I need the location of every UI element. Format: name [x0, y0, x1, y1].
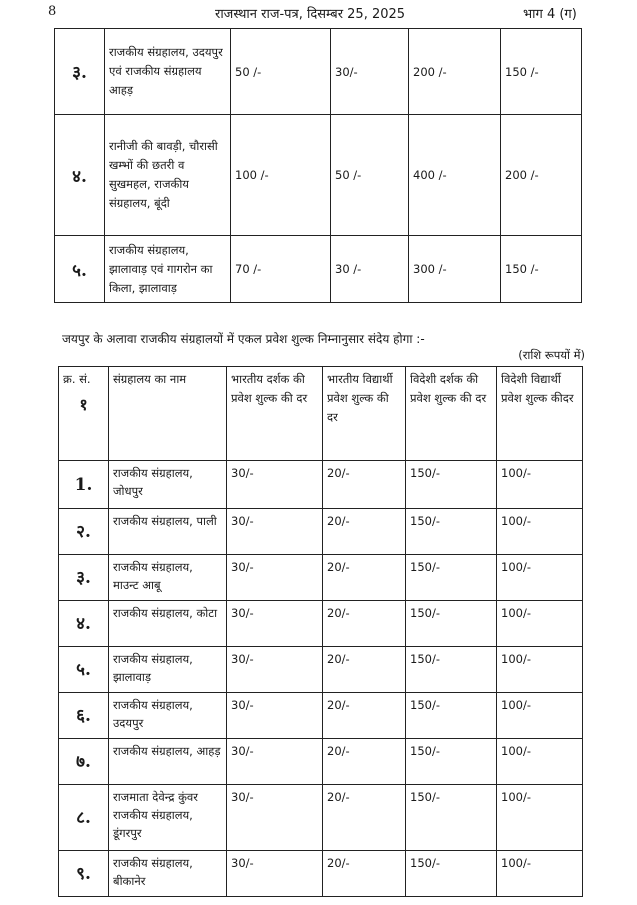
- column-header-foreign-student: विदेशी विद्यार्थी प्रवेश शुल्क कीदर: [497, 367, 583, 461]
- foreign-visitor-fee: 300 /-: [409, 236, 501, 303]
- museum-name: राजकीय संग्रहालय, उदयपुर एवं राजकीय संग्रहालय आहड़: [105, 29, 231, 115]
- foreign-visitor-fee: 150/-: [406, 693, 497, 739]
- foreign-visitor-fee: 150/-: [406, 461, 497, 509]
- table-row: [59, 601, 583, 647]
- indian-visitor-fee: 30/-: [227, 647, 323, 693]
- museum-name: राजकीय संग्रहालय, माउन्ट आबू: [109, 555, 227, 601]
- indian-student-fee: 20/-: [323, 601, 406, 647]
- foreign-visitor-fee: 150/-: [406, 739, 497, 785]
- indian-student-fee: 30/-: [331, 29, 409, 115]
- indian-visitor-fee: 70 /-: [231, 236, 331, 303]
- table-row: [59, 461, 583, 509]
- museum-name: राजकीय संग्रहालय, उदयपुर: [109, 693, 227, 739]
- museum-fee-table: [58, 366, 583, 897]
- foreign-student-fee: 100/-: [497, 601, 583, 647]
- indian-student-fee: 20/-: [323, 785, 406, 851]
- table-row: [59, 739, 583, 785]
- column-header-indian-student: भारतीय विद्यार्थी प्रवेश शुल्क की दर: [323, 367, 406, 461]
- currency-unit-note: (राशि रूपयों में): [518, 348, 585, 362]
- table-header-row: [59, 367, 583, 461]
- fee-note: जयपुर के अलावा राजकीय संग्रहालयों में एकल प्रवेश शुल्क निम्नानुसार संदेय होगा :-: [62, 332, 425, 346]
- foreign-visitor-fee: 150/-: [406, 555, 497, 601]
- museum-name: राजकीय संग्रहालय, पाली: [109, 509, 227, 555]
- foreign-visitor-fee: 200 /-: [409, 29, 501, 115]
- column-header-name: संग्रहालय का नाम: [109, 367, 227, 461]
- foreign-visitor-fee: 150/-: [406, 509, 497, 555]
- table-row: [59, 851, 583, 897]
- foreign-student-fee: 100/-: [497, 555, 583, 601]
- indian-visitor-fee: 30/-: [227, 785, 323, 851]
- foreign-student-fee: 100/-: [497, 851, 583, 897]
- indian-student-fee: 20/-: [323, 509, 406, 555]
- foreign-student-fee: 100/-: [497, 739, 583, 785]
- page-header: [0, 4, 637, 24]
- museum-name: राजकीय संग्रहालय, कोटा: [109, 601, 227, 647]
- foreign-student-fee: 150 /-: [501, 236, 582, 303]
- serial-number: ४.: [55, 115, 105, 236]
- header-serial-label: क्र. सं.: [63, 372, 91, 386]
- table-row: [59, 785, 583, 851]
- table-row: [59, 647, 583, 693]
- indian-student-fee: 20/-: [323, 555, 406, 601]
- table-row: [55, 236, 582, 303]
- indian-visitor-fee: 30/-: [227, 555, 323, 601]
- serial-number: ४.: [59, 601, 109, 647]
- serial-number: ३.: [55, 29, 105, 115]
- indian-visitor-fee: 30/-: [227, 693, 323, 739]
- fee-table-continued: [54, 28, 582, 303]
- column-header-indian-visitor: भारतीय दर्शक की प्रवेश शुल्क की दर: [227, 367, 323, 461]
- indian-visitor-fee: 30/-: [227, 601, 323, 647]
- table-row: [59, 693, 583, 739]
- table-row: [59, 555, 583, 601]
- museum-name: राजकीय संग्रहालय, बीकानेर: [109, 851, 227, 897]
- indian-visitor-fee: 30/-: [227, 461, 323, 509]
- foreign-student-fee: 100/-: [497, 461, 583, 509]
- foreign-student-fee: 100/-: [497, 509, 583, 555]
- museum-name: राजकीय संग्रहालय, जोधपुर: [109, 461, 227, 509]
- serial-number: ३.: [59, 555, 109, 601]
- indian-visitor-fee: 30/-: [227, 739, 323, 785]
- museum-name: राजकीय संग्रहालय, आहड़: [109, 739, 227, 785]
- serial-number: ८.: [59, 785, 109, 851]
- museum-name: राजकीय संग्रहालय, झालावाड़ एवं गागरोन का किला, झालावाड़: [105, 236, 231, 303]
- foreign-student-fee: 100/-: [497, 647, 583, 693]
- serial-number: २.: [59, 509, 109, 555]
- foreign-visitor-fee: 150/-: [406, 601, 497, 647]
- foreign-student-fee: 150 /-: [501, 29, 582, 115]
- header-serial-mark: १: [79, 395, 88, 414]
- foreign-student-fee: 100/-: [497, 785, 583, 851]
- museum-name: राजकीय संग्रहालय, झालावाड़: [109, 647, 227, 693]
- serial-number: 1.: [59, 461, 109, 509]
- indian-visitor-fee: 50 /-: [231, 29, 331, 115]
- indian-student-fee: 20/-: [323, 647, 406, 693]
- page-number: 8: [48, 4, 57, 19]
- foreign-visitor-fee: 150/-: [406, 785, 497, 851]
- indian-visitor-fee: 30/-: [227, 509, 323, 555]
- serial-number: ६.: [59, 693, 109, 739]
- serial-number: ५.: [59, 647, 109, 693]
- table-row: [59, 509, 583, 555]
- foreign-visitor-fee: 150/-: [406, 647, 497, 693]
- serial-number: ९.: [59, 851, 109, 897]
- indian-student-fee: 50 /-: [331, 115, 409, 236]
- indian-student-fee: 30 /-: [331, 236, 409, 303]
- gazette-title: राजस्थान राज-पत्र, दिसम्बर 25, 2025: [215, 7, 406, 22]
- table-row: [55, 29, 582, 115]
- serial-number: ५.: [55, 236, 105, 303]
- indian-visitor-fee: 30/-: [227, 851, 323, 897]
- gazette-part: भाग 4 (ग): [523, 7, 577, 22]
- table-row: [55, 115, 582, 236]
- foreign-student-fee: 100/-: [497, 693, 583, 739]
- foreign-student-fee: 200 /-: [501, 115, 582, 236]
- museum-name: रानीजी की बावड़ी, चौरासी खम्भों की छतरी व सुखमहल, राजकीय संग्रहालय, बूंदी: [105, 115, 231, 236]
- indian-student-fee: 20/-: [323, 851, 406, 897]
- foreign-visitor-fee: 150/-: [406, 851, 497, 897]
- indian-student-fee: 20/-: [323, 693, 406, 739]
- museum-name: राजमाता देवेन्द्र कुंवर राजकीय संग्रहालय, डूंगरपुर: [109, 785, 227, 851]
- serial-number: ७.: [59, 739, 109, 785]
- foreign-visitor-fee: 400 /-: [409, 115, 501, 236]
- indian-visitor-fee: 100 /-: [231, 115, 331, 236]
- indian-student-fee: 20/-: [323, 461, 406, 509]
- indian-student-fee: 20/-: [323, 739, 406, 785]
- column-header-serial: [59, 367, 109, 461]
- column-header-foreign-visitor: विदेशी दर्शक की प्रवेश शुल्क की दर: [406, 367, 497, 461]
